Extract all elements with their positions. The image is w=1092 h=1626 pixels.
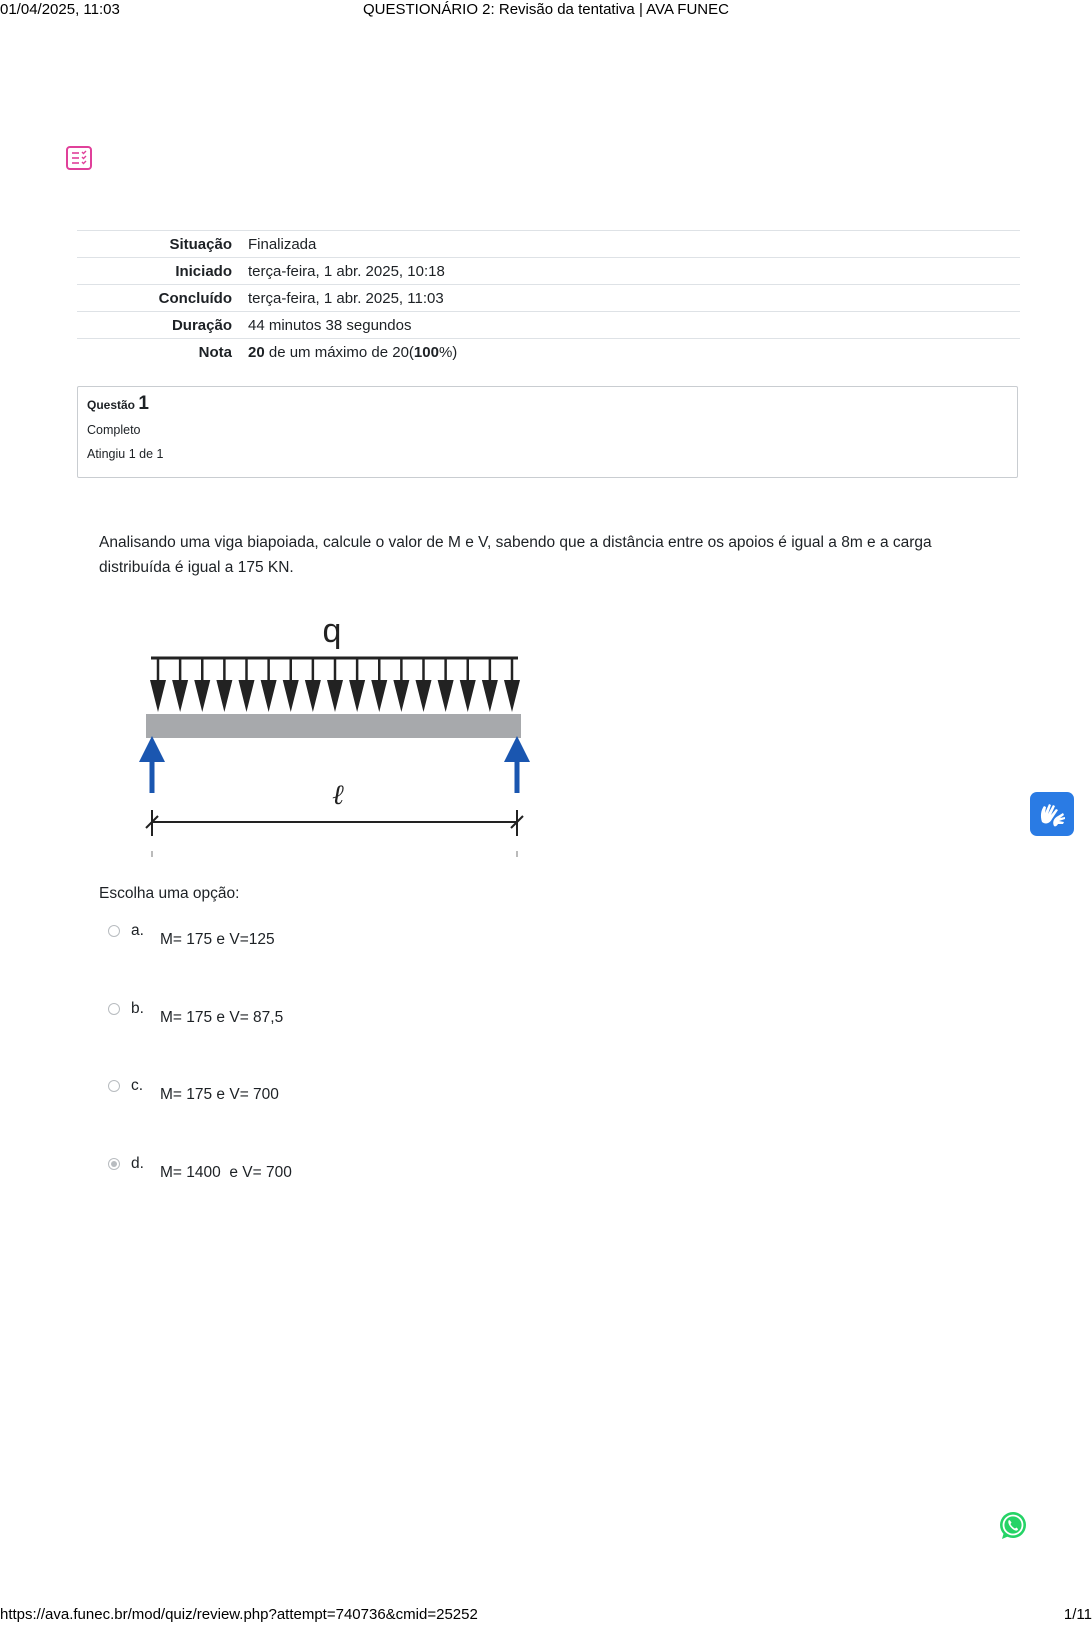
answer-letter: a. [131, 922, 144, 939]
sign-language-hands-icon [1030, 792, 1074, 836]
question-text: Analisando uma viga biapoiada, calcule o valor de M e V, sabendo que a distância entre os apoios é igual a 8m e a carga distribuída é igual a 175 KN. [99, 534, 932, 576]
answer-option-d[interactable] [108, 1155, 708, 1195]
grade-suffix: %) [438, 343, 458, 361]
answer-text[interactable]: M= 175 e V= 700 [160, 1086, 279, 1103]
load-arrow-head [216, 680, 232, 712]
answer-letter: b. [131, 1000, 144, 1017]
load-arrow-head [349, 680, 365, 712]
summary-value: Finalizada [248, 235, 317, 253]
load-arrow-head [172, 680, 188, 712]
right-support-arrow [504, 736, 530, 793]
answer-radio[interactable] [108, 925, 120, 937]
summary-label: Nota [198, 343, 232, 361]
distributed-load-arrows [150, 658, 520, 712]
summary-row-status [77, 231, 1020, 258]
whatsapp-icon [997, 1510, 1029, 1542]
load-arrow-head [393, 680, 409, 712]
print-page-title: QUESTIONÁRIO 2: Revisão da tentativa | AVA FUNEC [363, 1, 729, 18]
answer-prompt: Escolha uma opção: [99, 885, 240, 902]
whatsapp-button[interactable] [997, 1510, 1029, 1542]
summary-label: Duração [171, 316, 232, 334]
print-footer [0, 1604, 1092, 1626]
grade-value [248, 339, 1020, 366]
print-datetime: 01/04/2025, 11:03 [0, 1, 120, 18]
print-url: https://ava.funec.br/mod/quiz/review.php?attempt=740736&cmid=25252 [0, 1606, 478, 1623]
question-prefix: Questão [87, 398, 136, 412]
print-page-number: 1/11 [1063, 1606, 1092, 1623]
answer-radio[interactable] [108, 1003, 120, 1015]
load-arrow-head [438, 680, 454, 712]
answer-option-a[interactable] [108, 922, 708, 962]
summary-row-completed [77, 285, 1020, 312]
load-arrow-head [504, 680, 520, 712]
summary-label: Iniciado [175, 262, 232, 280]
answer-text[interactable]: M= 175 e V= 87,5 [160, 1009, 284, 1026]
summary-row-started [77, 258, 1020, 285]
load-arrow-head [327, 680, 343, 712]
load-arrow-head [305, 680, 321, 712]
summary-label: Situação [169, 235, 232, 253]
answer-radio-selected[interactable] [108, 1158, 120, 1170]
answer-option-c[interactable] [108, 1077, 708, 1117]
attempt-summary-table [77, 230, 1020, 365]
span-label-l: ℓ [332, 778, 344, 811]
question-number-value: 1 [138, 393, 149, 414]
grade-middle-text: de um máximo de 20( [264, 343, 414, 361]
grade-percent: 100 [413, 343, 439, 361]
load-label-q: q [322, 612, 342, 650]
load-arrow-head [150, 680, 166, 712]
summary-row-duration [77, 312, 1020, 339]
answer-radio[interactable] [108, 1080, 120, 1092]
load-arrow-head [283, 680, 299, 712]
summary-value: terça-feira, 1 abr. 2025, 10:18 [248, 262, 445, 280]
answer-text[interactable]: M= 1400 e V= 700 [160, 1164, 292, 1181]
load-arrow-head [482, 680, 498, 712]
question-info-box [77, 386, 1018, 478]
question-grade: Atingiu 1 de 1 [87, 447, 164, 461]
answer-letter: d. [131, 1155, 144, 1172]
load-arrow-head [416, 680, 432, 712]
summary-value: terça-feira, 1 abr. 2025, 11:03 [248, 289, 444, 307]
beam-load-diagram [136, 608, 536, 858]
beam [146, 714, 521, 738]
grade-score: 20 [248, 343, 265, 361]
span-dimension-line [146, 810, 523, 857]
summary-row-grade [77, 339, 1020, 366]
load-arrow-head [239, 680, 255, 712]
answer-letter: c. [131, 1077, 144, 1094]
quiz-checklist-icon [66, 146, 92, 170]
load-arrow-head [194, 680, 210, 712]
summary-value: 44 minutos 38 segundos [248, 316, 412, 334]
accessibility-button[interactable] [1030, 792, 1074, 836]
summary-label: Concluído [158, 289, 232, 307]
left-support-arrow [139, 736, 165, 793]
question-number [87, 393, 1008, 415]
answer-option-b[interactable] [108, 1000, 708, 1040]
print-header [0, 0, 1092, 22]
load-arrow-head [460, 680, 476, 712]
load-arrow-head [371, 680, 387, 712]
load-arrow-head [261, 680, 277, 712]
answer-text[interactable]: M= 175 e V=125 [160, 931, 275, 948]
question-state: Completo [87, 423, 141, 437]
